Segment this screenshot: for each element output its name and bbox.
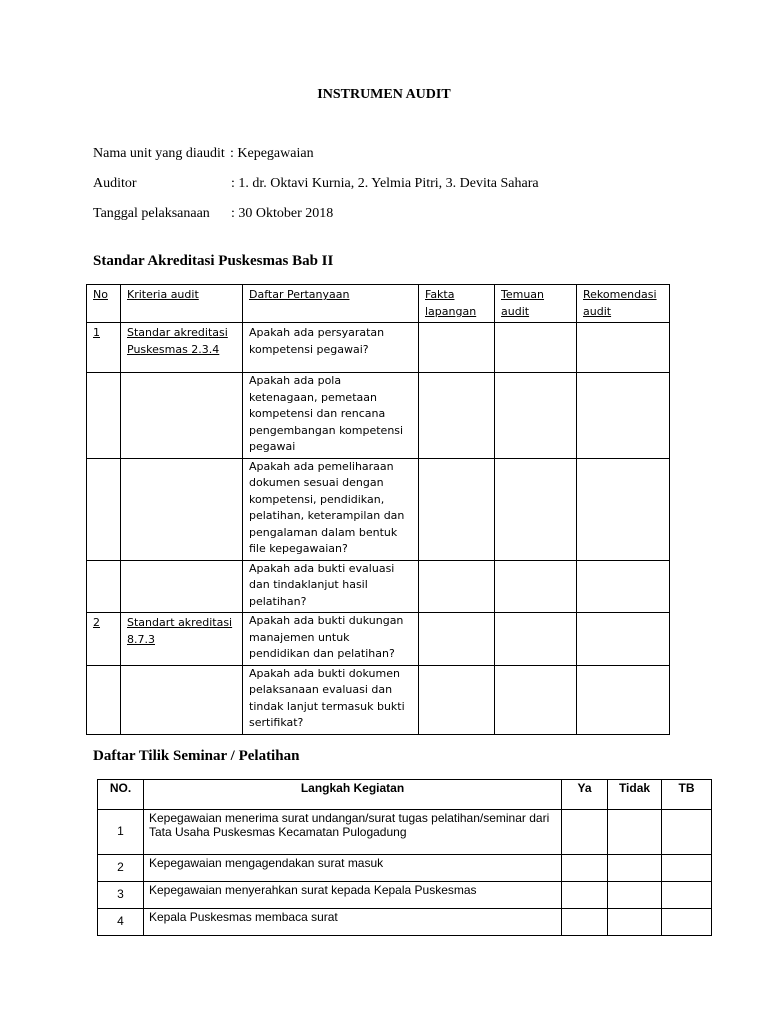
cell-tb[interactable]: [662, 882, 712, 909]
cell-temuan[interactable]: [495, 373, 577, 459]
header-pertanyaan: Daftar Pertanyaan: [243, 285, 419, 323]
row-langkah: Kepegawaian menyerahkan surat kepada Kepala Puskesmas: [144, 882, 562, 909]
table-row: [87, 560, 670, 613]
date-label: Tanggal pelaksanaan: [93, 206, 210, 221]
row-no: 3: [98, 882, 144, 909]
unit-value: : Kepegawaian: [230, 146, 314, 161]
header-no: No: [87, 285, 121, 323]
row-kriteria: Standart akreditasi 8.7.3: [121, 613, 243, 666]
cell-temuan[interactable]: [495, 665, 577, 734]
cell-temuan[interactable]: [495, 458, 577, 560]
row-pertanyaan: Apakah ada bukti dukungan manajemen untuk pendidikan dan pelatihan?: [243, 613, 419, 666]
cell-temuan[interactable]: [495, 323, 577, 373]
tilik-table: [97, 779, 712, 936]
row-langkah: Kepegawaian menerima surat undangan/surat tugas pelatihan/seminar dari Tata Usaha Puskesmas Kecamatan Pulogadung: [144, 810, 562, 855]
table-row: [98, 909, 712, 936]
header-kriteria: Kriteria audit: [121, 285, 243, 323]
row-no: 1: [98, 810, 144, 855]
table-row: [87, 665, 670, 734]
cell-rekomendasi[interactable]: [577, 665, 670, 734]
table-row: [87, 373, 670, 459]
cell-tidak[interactable]: [608, 882, 662, 909]
cell-fakta[interactable]: [419, 373, 495, 459]
cell-fakta[interactable]: [419, 323, 495, 373]
unit-label: Nama unit yang diaudit: [93, 146, 225, 161]
cell-tb[interactable]: [662, 855, 712, 882]
header-ya: Ya: [562, 780, 608, 810]
row-pertanyaan: Apakah ada bukti evaluasi dan tindaklanjut hasil pelatihan?: [243, 560, 419, 613]
header-langkah: Langkah Kegiatan: [144, 780, 562, 810]
row-kriteria: [121, 560, 243, 613]
cell-ya[interactable]: [562, 882, 608, 909]
row-pertanyaan: Apakah ada pemeliharaan dokumen sesuai dengan kompetensi, pendidikan, pelatihan, keterampilan dan pengalaman dalam bentuk file kepegawaian?: [243, 458, 419, 560]
row-no: [87, 665, 121, 734]
cell-temuan[interactable]: [495, 613, 577, 666]
tilik-header-row: [98, 780, 712, 810]
audit-table: [86, 284, 670, 735]
row-pertanyaan: Apakah ada pola ketenagaan, pemetaan kompetensi dan rencana pengembangan kompetensi pegawai: [243, 373, 419, 459]
header-tb: TB: [662, 780, 712, 810]
row-langkah: Kepala Puskesmas membaca surat: [144, 909, 562, 936]
row-kriteria: [121, 665, 243, 734]
date-value: : 30 Oktober 2018: [231, 206, 334, 221]
header-no: NO.: [98, 780, 144, 810]
cell-fakta[interactable]: [419, 613, 495, 666]
table-row: [98, 855, 712, 882]
cell-rekomendasi[interactable]: [577, 560, 670, 613]
row-no: 2: [87, 613, 121, 666]
cell-ya[interactable]: [562, 909, 608, 936]
table-row: [87, 323, 670, 373]
cell-ya[interactable]: [562, 855, 608, 882]
table-row: [98, 810, 712, 855]
row-no: [87, 458, 121, 560]
row-kriteria: [121, 373, 243, 459]
cell-tidak[interactable]: [608, 810, 662, 855]
row-pertanyaan: Apakah ada bukti dokumen pelaksanaan evaluasi dan tindak lanjut termasuk bukti sertifikat?: [243, 665, 419, 734]
cell-fakta[interactable]: [419, 458, 495, 560]
cell-fakta[interactable]: [419, 560, 495, 613]
row-kriteria: Standar akreditasi Puskesmas 2.3.4: [121, 323, 243, 373]
cell-rekomendasi[interactable]: [577, 458, 670, 560]
row-kriteria: [121, 458, 243, 560]
row-no: 2: [98, 855, 144, 882]
section-title-tilik: Daftar Tilik Seminar / Pelatihan: [93, 748, 300, 764]
header-fakta: Fakta lapangan: [419, 285, 495, 323]
section-title-standar: Standar Akreditasi Puskesmas Bab II: [93, 253, 334, 269]
auditor-label: Auditor: [93, 176, 137, 191]
header-rekomendasi: Rekomendasi audit: [577, 285, 670, 323]
row-no: 4: [98, 909, 144, 936]
row-langkah: Kepegawaian mengagendakan surat masuk: [144, 855, 562, 882]
table-row: [87, 613, 670, 666]
audit-header-row: [87, 285, 670, 323]
table-row: [87, 458, 670, 560]
cell-rekomendasi[interactable]: [577, 613, 670, 666]
table-row: [98, 882, 712, 909]
document-title: INSTRUMEN AUDIT: [317, 87, 451, 102]
header-tidak: Tidak: [608, 780, 662, 810]
cell-tb[interactable]: [662, 909, 712, 936]
row-no: [87, 373, 121, 459]
cell-fakta[interactable]: [419, 665, 495, 734]
cell-ya[interactable]: [562, 810, 608, 855]
cell-rekomendasi[interactable]: [577, 373, 670, 459]
row-no: [87, 560, 121, 613]
header-temuan: Temuan audit: [495, 285, 577, 323]
cell-tb[interactable]: [662, 810, 712, 855]
row-no: 1: [87, 323, 121, 373]
cell-tidak[interactable]: [608, 909, 662, 936]
cell-tidak[interactable]: [608, 855, 662, 882]
cell-temuan[interactable]: [495, 560, 577, 613]
row-pertanyaan: Apakah ada persyaratan kompetensi pegawai?: [243, 323, 419, 373]
cell-rekomendasi[interactable]: [577, 323, 670, 373]
auditor-value: : 1. dr. Oktavi Kurnia, 2. Yelmia Pitri, 3. Devita Sahara: [231, 176, 539, 191]
